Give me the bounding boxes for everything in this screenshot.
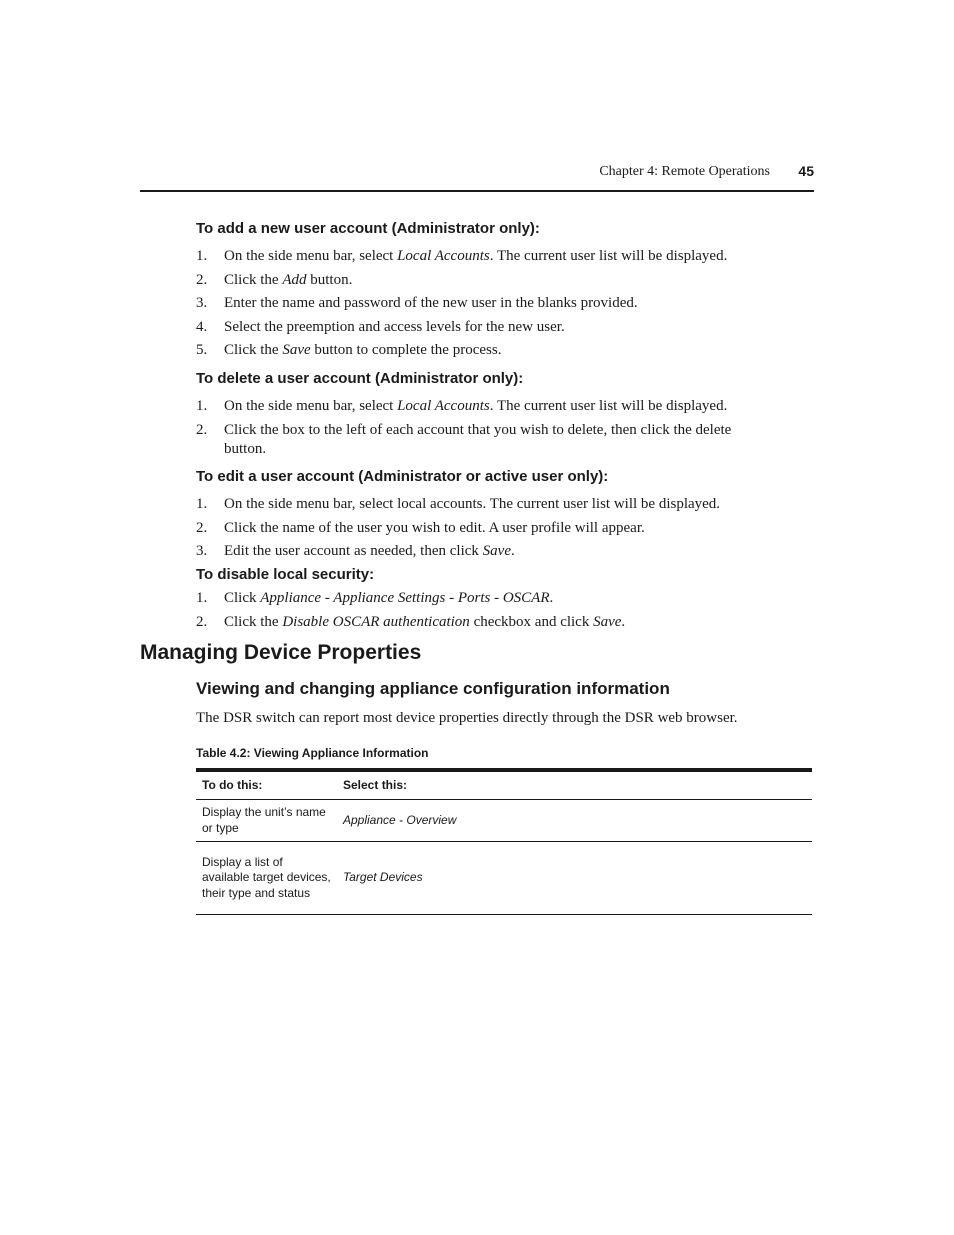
chapter-title: Chapter 4: Remote Operations — [599, 164, 770, 179]
step-term: Add — [282, 271, 307, 288]
step-term: Save — [282, 342, 311, 358]
step-item — [196, 397, 776, 417]
column-header: To do this: — [196, 770, 337, 800]
procedure-heading-delete-user: To delete a user account (Administrator only): — [196, 370, 524, 387]
step-text: Select the preemption and access levels for the new user. — [224, 318, 565, 335]
step-term: Local Accounts — [397, 398, 490, 414]
steps-edit-user — [196, 495, 776, 566]
subsection-title: Viewing and changing appliance configuration information — [196, 679, 670, 698]
table-cell-selection: Target Devices — [337, 842, 812, 915]
step-item — [196, 613, 776, 633]
page-number: 45 — [798, 163, 814, 179]
step-text: On the side menu bar, select local accounts. The current user list will be displayed. — [224, 496, 721, 512]
step-term: Appliance - Appliance Settings - Ports - OSCAR — [260, 590, 550, 606]
step-item — [196, 495, 776, 515]
step-text: button. — [306, 271, 353, 288]
intro-paragraph: The DSR switch can report most device properties directly through the DSR web browser. — [196, 710, 738, 726]
step-item — [196, 589, 776, 609]
table-header-row — [196, 770, 812, 800]
step-item — [196, 542, 776, 562]
step-item — [196, 421, 776, 460]
procedure-heading-disable-security: To disable local security: — [196, 566, 375, 583]
table-caption: Table 4.2: Viewing Appliance Information — [196, 746, 429, 760]
table-cell-task: Display a list of available target devices, their type and status — [196, 842, 337, 915]
step-term: Save — [593, 613, 622, 630]
step-number: 1. — [196, 248, 208, 264]
appliance-info-table — [196, 768, 812, 915]
step-text: Edit the user account as needed, then click — [224, 543, 483, 559]
table-cell-selection: Appliance - Overview — [337, 800, 812, 842]
step-item — [196, 271, 776, 291]
step-number: 1. — [196, 496, 208, 512]
section-title: Managing Device Properties — [140, 641, 422, 664]
steps-delete-user — [196, 397, 776, 464]
step-text: button to complete the process. — [310, 342, 502, 358]
table-row — [196, 842, 812, 915]
procedure-heading-edit-user: To edit a user account (Administrator or active user only): — [196, 468, 609, 485]
step-text: Click — [224, 590, 261, 606]
step-number: 3. — [196, 295, 208, 311]
running-header — [140, 162, 814, 184]
step-term: Local Accounts — [397, 248, 490, 264]
table-cell-task: Display the unit’s name or type — [196, 800, 337, 842]
step-text: Click the box to the left of each account that you wish to delete, then click the delete button. — [224, 421, 732, 457]
step-text: . The current user list will be displayed. — [489, 398, 728, 414]
step-text: . — [549, 590, 554, 606]
step-text: . — [621, 613, 626, 630]
step-number: 2. — [196, 613, 208, 630]
step-text: Click the — [224, 271, 283, 288]
step-term: Save — [482, 543, 511, 559]
steps-disable-security — [196, 589, 776, 636]
table-row — [196, 800, 812, 842]
step-item — [196, 341, 776, 361]
step-number: 1. — [196, 398, 208, 414]
column-header: Select this: — [337, 770, 812, 800]
step-text: checkbox and click — [469, 613, 594, 630]
step-number: 2. — [196, 271, 208, 288]
step-item — [196, 294, 776, 314]
step-text: . The current user list will be displayed. — [489, 248, 728, 264]
step-number: 1. — [196, 590, 208, 606]
step-text: On the side menu bar, select — [224, 398, 398, 414]
step-text: Click the — [224, 342, 283, 358]
step-text: Click the name of the user you wish to edit. A user profile will appear. — [224, 519, 645, 536]
step-text: Enter the name and password of the new user in the blanks provided. — [224, 295, 638, 311]
step-number: 5. — [196, 342, 208, 358]
step-text: . — [510, 543, 515, 559]
step-term: Disable OSCAR authentication — [282, 613, 470, 630]
step-text: Click the — [224, 613, 283, 630]
step-number: 4. — [196, 318, 208, 335]
procedure-heading-add-user: To add a new user account (Administrator only): — [196, 220, 540, 237]
step-item — [196, 519, 776, 539]
step-number: 2. — [196, 519, 208, 536]
step-item — [196, 318, 776, 338]
header-rule — [140, 190, 814, 192]
step-text: On the side menu bar, select — [224, 248, 398, 264]
step-number: 2. — [196, 421, 208, 438]
step-number: 3. — [196, 543, 208, 559]
steps-add-user — [196, 247, 776, 365]
step-item — [196, 247, 776, 267]
